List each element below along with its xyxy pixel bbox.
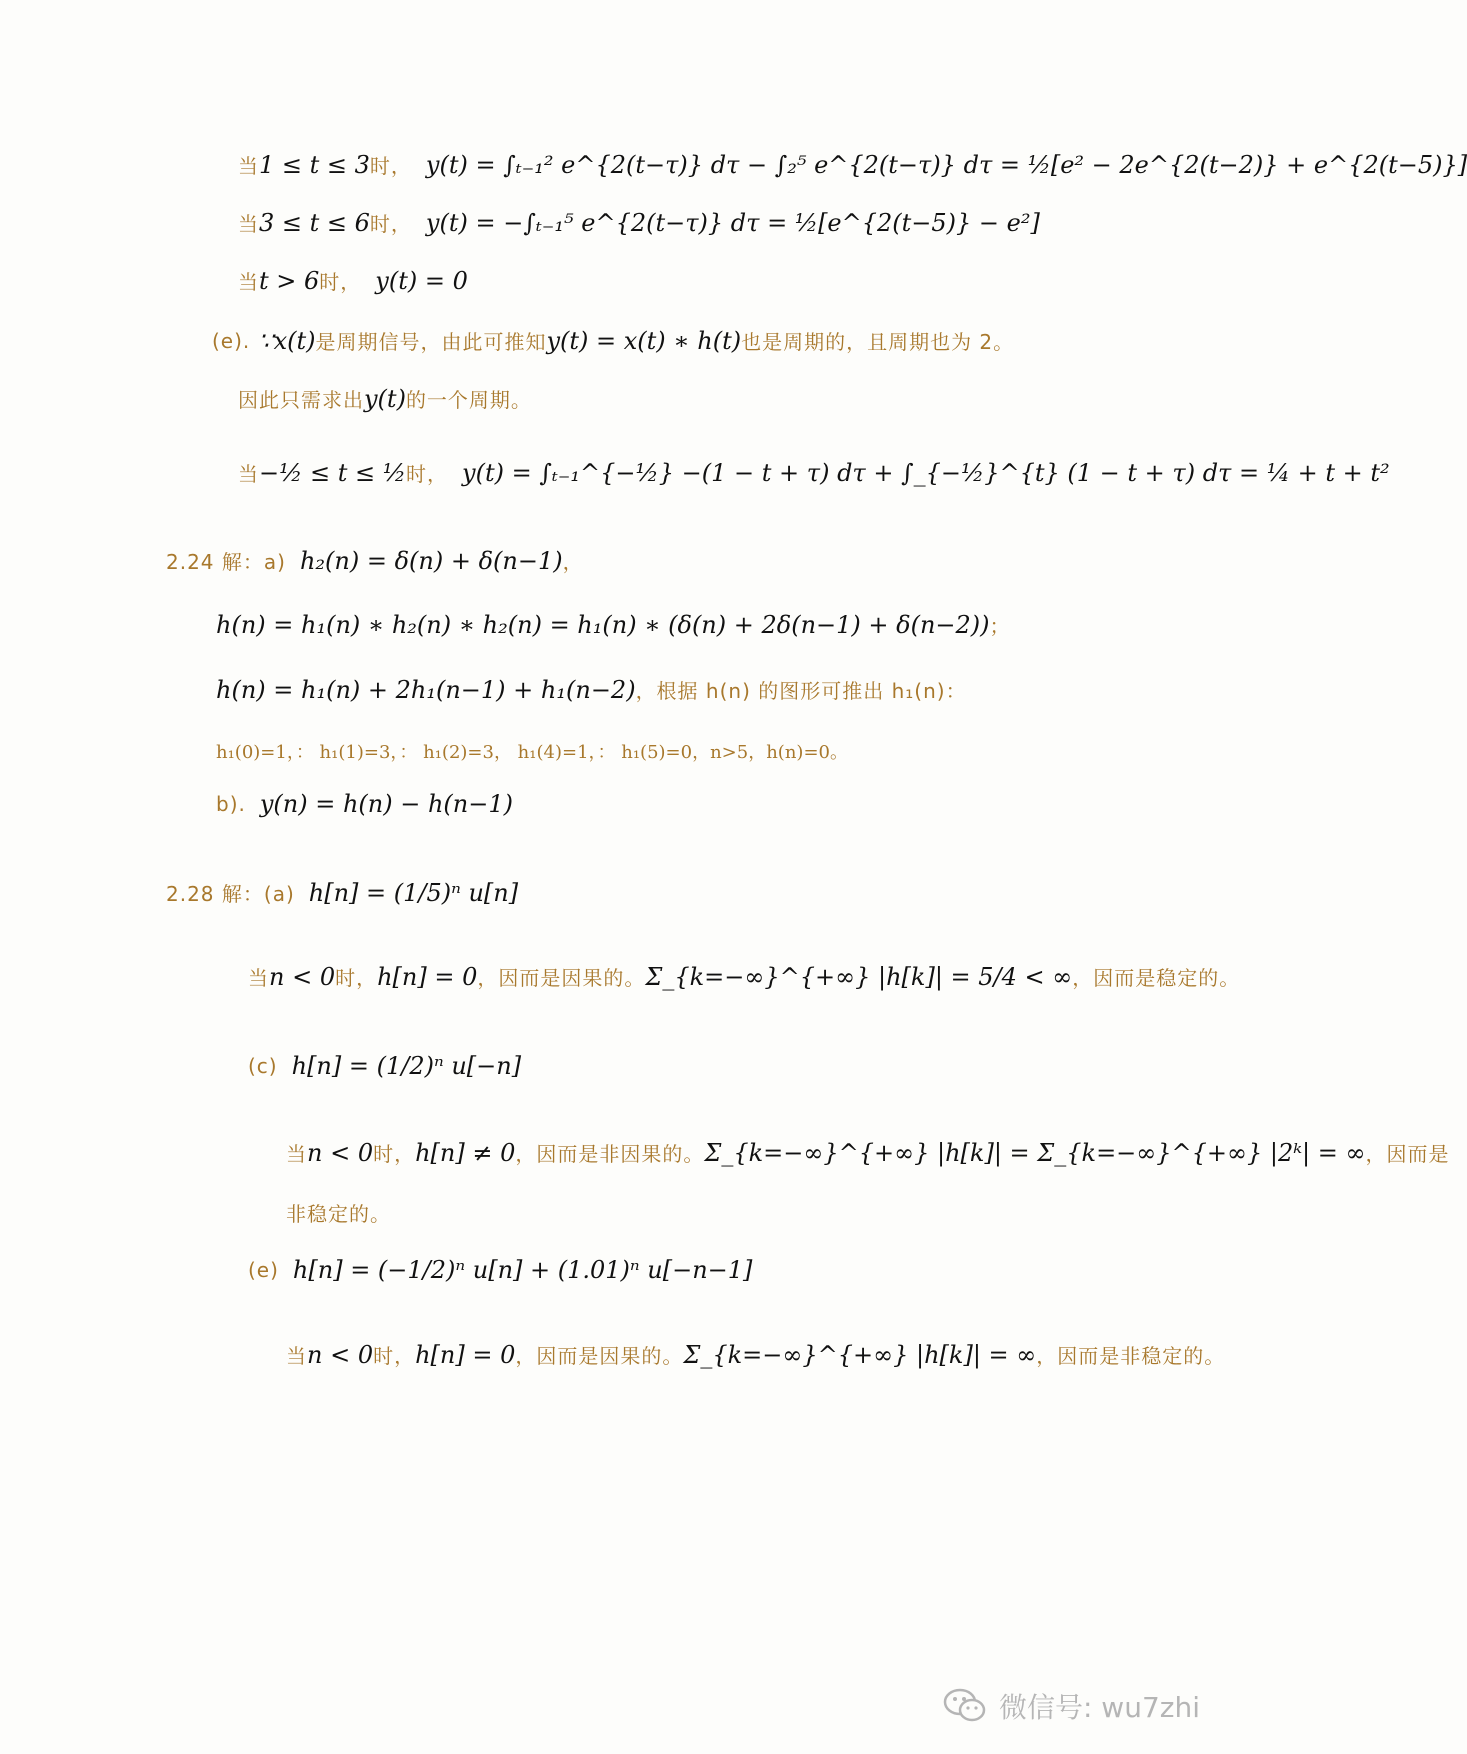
case-suffix: 时， <box>369 154 412 178</box>
watermark-text: 微信号: wu7zhi <box>998 1691 1200 1724</box>
h-value: h[n] ≠ 0 <box>415 1138 516 1167</box>
case-prefix: 当 <box>238 154 259 178</box>
part-label: b). <box>216 792 246 816</box>
equation: h[n] = (1/5)ⁿ u[n] <box>308 878 519 907</box>
impulse-response-conv <box>216 610 1011 639</box>
problem-2-24-a <box>166 546 584 575</box>
part-label: (e) <box>248 1258 279 1282</box>
text-need: 因此只需求出 <box>238 388 364 412</box>
case-condition: t > 6 <box>259 266 320 295</box>
part-a-analysis <box>248 962 1240 991</box>
case-condition: n < 0 <box>269 962 336 991</box>
text-unstable: 非稳定的。 <box>286 1202 391 1226</box>
part-label: (c) <box>248 1054 278 1078</box>
case-suffix: 时， <box>335 966 378 990</box>
equation: h[n] = (−1/2)ⁿ u[n] + (1.01)ⁿ u[−n−1] <box>292 1256 753 1284</box>
text-causal: ，因而是因果的。 <box>477 966 646 990</box>
case-prefix: 当 <box>238 270 259 294</box>
h-value: h[n] = 0 <box>415 1340 516 1369</box>
text-noncausal: ，因而是非因果的。 <box>515 1142 705 1166</box>
problem-label: 2.24 解：a) <box>166 550 286 574</box>
equation: y(t) = ∫ₜ₋₁^{−½} −(1 − t + τ) dτ + ∫_{−½}^{t} (1 − t + τ) dτ = ¼ + t + t² <box>462 458 1390 487</box>
because-symbol: ∵ <box>258 326 274 355</box>
part-e-periodic <box>212 326 1014 355</box>
problem-2-28-e <box>248 1256 752 1284</box>
part-e-analysis <box>286 1340 1225 1369</box>
wechat-icon <box>943 1688 987 1724</box>
h1-values <box>216 738 848 764</box>
punct: ； <box>989 614 1011 638</box>
equation: h[n] = (1/2)ⁿ u[−n] <box>291 1052 522 1080</box>
equation: y(t) = 0 <box>375 266 468 295</box>
case-suffix: 时， <box>373 1142 416 1166</box>
case-3-to-6 <box>238 208 1040 237</box>
h-value: h[n] = 0 <box>377 962 478 991</box>
text-one-period: 的一个周期。 <box>405 388 532 412</box>
text-unstable: ，因而是非稳定的。 <box>1036 1344 1226 1368</box>
text-derive: ，根据 h(n) 的图形可推出 h₁(n)： <box>635 679 967 703</box>
one-period-note <box>238 384 532 413</box>
case-1-to-3 <box>238 150 1467 179</box>
case-prefix: 当 <box>238 212 259 236</box>
abs-sum: Σ_{k=−∞}^{+∞} |h[k]| = 5/4 < ∞ <box>645 962 1073 991</box>
problem-2-24-b <box>216 790 513 818</box>
case-suffix: 时， <box>369 212 412 236</box>
h1-values-text: h₁(0)=1，： h₁(1)=3，： h₁(2)=3， h₁(4)=1，： h₁(5)=0，n>5，h(n)=0。 <box>216 742 848 763</box>
text-causal: ，因而是因果的。 <box>515 1344 684 1368</box>
part-label: (e). <box>212 328 251 353</box>
problem-2-28-a <box>166 878 518 907</box>
part-c-analysis <box>286 1138 1449 1167</box>
equation: y(t) = ∫ₜ₋₁² e^{2(t−τ)} dτ − ∫₂⁵ e^{2(t−τ)} dτ = ½[e² − 2e^{2(t−2)} + e^{2(t−5)}] <box>425 150 1467 179</box>
case-gt-6 <box>238 266 468 295</box>
case-suffix: 时， <box>319 270 362 294</box>
case-half-period <box>238 458 1390 487</box>
signal-y: y(t) <box>364 384 406 413</box>
convolution: y(t) = x(t) ∗ h(t) <box>546 326 742 355</box>
impulse-response-sum <box>216 675 967 704</box>
text-therefore: ，因而是 <box>1365 1142 1450 1166</box>
case-prefix: 当 <box>248 966 269 990</box>
text-periodic: 是周期信号，由此可推知 <box>315 330 547 354</box>
case-condition: 3 ≤ t ≤ 6 <box>259 208 370 237</box>
equation: y(t) = −∫ₜ₋₁⁵ e^{2(t−τ)} dτ = ½[e^{2(t−5)} − e²] <box>425 208 1040 237</box>
text-stable: ，因而是稳定的。 <box>1072 966 1241 990</box>
problem-label: 2.28 解：(a) <box>166 882 295 906</box>
equation: h(n) = h₁(n) + 2h₁(n−1) + h₁(n−2) <box>216 675 636 704</box>
punct: ， <box>562 550 584 574</box>
wechat-watermark <box>943 1686 1200 1726</box>
case-condition: n < 0 <box>307 1138 374 1167</box>
equation: y(n) = h(n) − h(n−1) <box>259 790 513 818</box>
case-prefix: 当 <box>238 462 259 486</box>
part-c-unstable <box>286 1198 391 1227</box>
equation: h(n) = h₁(n) ∗ h₂(n) ∗ h₂(n) = h₁(n) ∗ (δ(n) + 2δ(n−1) + δ(n−2)) <box>216 610 990 639</box>
case-condition: −½ ≤ t ≤ ½ <box>259 458 407 487</box>
case-suffix: 时， <box>373 1344 416 1368</box>
case-suffix: 时， <box>406 462 449 486</box>
signal-x: x(t) <box>273 326 316 355</box>
case-prefix: 当 <box>286 1344 307 1368</box>
case-condition: n < 0 <box>307 1340 374 1369</box>
problem-2-28-c <box>248 1052 521 1080</box>
abs-sum: Σ_{k=−∞}^{+∞} |h[k]| = Σ_{k=−∞}^{+∞} |2ᵏ| = ∞ <box>704 1138 1366 1167</box>
case-condition: 1 ≤ t ≤ 3 <box>259 150 370 179</box>
text-period-2: 也是周期的，且周期也为 2。 <box>741 330 1015 354</box>
case-prefix: 当 <box>286 1142 307 1166</box>
equation: h₂(n) = δ(n) + δ(n−1) <box>299 546 563 575</box>
abs-sum: Σ_{k=−∞}^{+∞} |h[k]| = ∞ <box>683 1340 1037 1369</box>
